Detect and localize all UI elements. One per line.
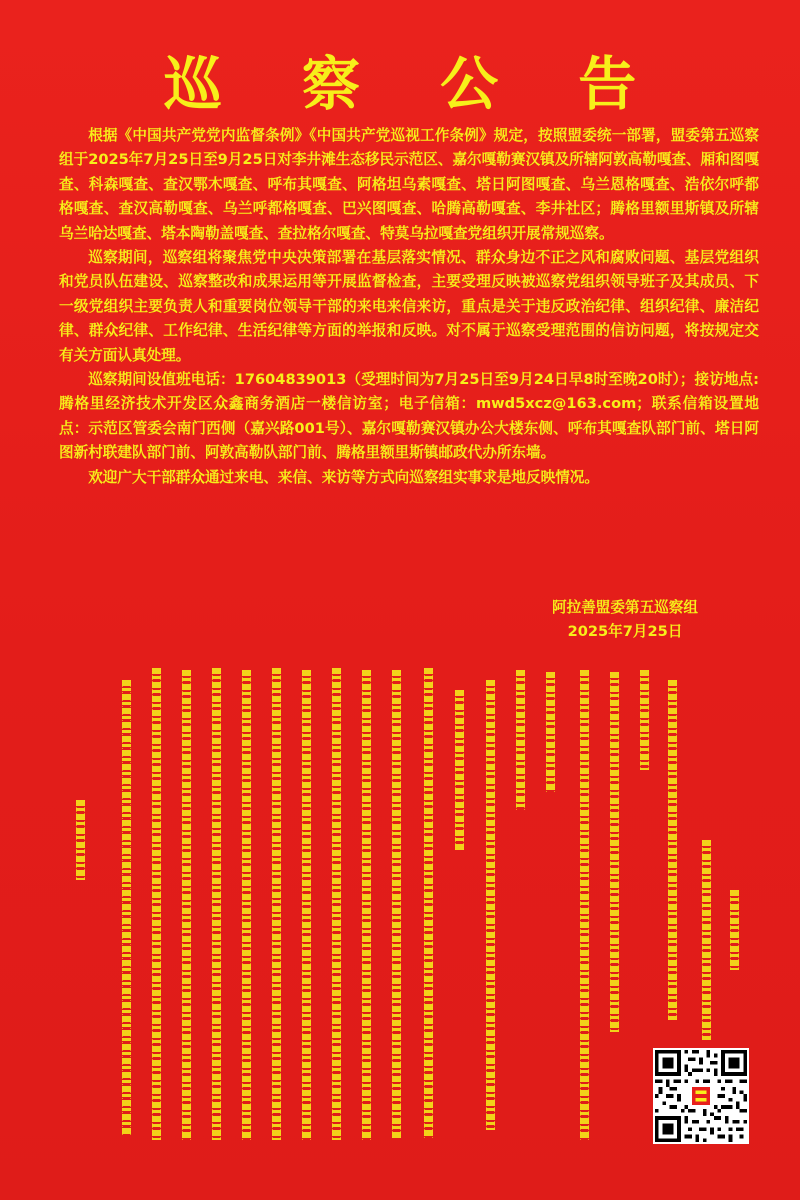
mongolian-text-column: [302, 670, 311, 1140]
mongolian-text-column: [546, 672, 555, 792]
mongolian-text-column: [668, 680, 677, 1020]
mongolian-text-column: [455, 690, 464, 850]
mongolian-text-column: [424, 668, 433, 1138]
mongolian-text-column: [640, 670, 649, 770]
paragraph-scope: 巡察期间，巡察组将聚焦党中央决策部署在基层落实情况、群众身边不正之风和腐败问题、基层党组织和党员队伍建设、巡察整改和成果运用等开展监督检查，主要受理反映被巡察党组织领导班子及其成员、下一级党组织主要负责人和重要岗位领导干部的来电来信来访，重点是关于违反政治纪律、组织纪律、廉洁纪律、群众纪律、工作纪律、生活纪律等方面的举报和反映。对不属于巡察受理范围的信访问题，将按规定交有关方面认真处理。: [59, 249, 759, 364]
mongolian-text-column: [362, 670, 371, 1140]
paragraph-welcome: 欢迎广大干部群众通过来电、来信、来访等方式向巡察组实事求是地反映情况。: [88, 468, 599, 486]
mongolian-text-column: [152, 668, 161, 1140]
mongolian-text-column: [332, 668, 341, 1140]
qr-code: [653, 1048, 749, 1144]
mongolian-text-column: [182, 670, 191, 1140]
mongolian-text-column: [610, 672, 619, 1032]
mongolian-text-column: [486, 680, 495, 1130]
mongolian-text-column: [122, 680, 131, 1135]
mongolian-text-column: [392, 670, 401, 1138]
mongolian-text-column: [212, 668, 221, 1140]
mongolian-text-column: [242, 670, 251, 1140]
signature-block: [510, 596, 740, 644]
paragraph-contact: 巡察期间设值班电话：17604839013（受理时间为7月25日至9月24日早8时至晚20时）；接访地点:腾格里经济技术开发区众鑫商务酒店一楼信访室；电子信箱：mwd5xcz@163.com；联系信箱设置地点：示范区管委会南门西侧（嘉兴路001号）、嘉尔嘎勒赛汉镇办公大楼东侧、呼布其嘎查队部门前、塔日阿图新村联建队部门前、阿敦高勒队部门前、腾格里额里斯镇邮政代办所东墙。: [59, 371, 759, 462]
mongolian-title-column: [76, 800, 85, 880]
mongolian-text-column: [702, 840, 711, 1040]
notice-title: 巡 察 公 告: [163, 50, 667, 118]
mongolian-text-column: [516, 670, 525, 810]
mongolian-text-column: [272, 668, 281, 1140]
paragraph-basis: 根据《中国共产党党内监督条例》《中国共产党巡视工作条例》规定，按照盟委统一部署，盟委第五巡察组于2025年7月25日至9月25日对李井滩生态移民示范区、嘉尔嘎勒赛汉镇及所辖阿敦高勒嘎查、厢和图嘎查、科森嘎查、查汉鄂木嘎查、呼布其嘎查、阿格坦乌素嘎查、塔日阿图嘎查、乌兰恩格嘎查、浩依尔呼都格嘎查、查汉高勒嘎查、乌兰呼都格嘎查、巴兴图嘎查、哈腾高勒嘎查、李井社区；腾格里额里斯镇及所辖乌兰哈达嘎查、塔本陶勒盖嘎查、查拉格尔嘎查、特莫乌拉嘎查党组织开展常规巡察。: [59, 127, 759, 242]
signature-organization: 阿拉善盟委第五巡察组: [552, 599, 698, 616]
mongolian-text-column: [580, 670, 589, 1140]
mongolian-script-block: [70, 660, 750, 1160]
notice-body: [59, 124, 759, 490]
qr-code-icon: [655, 1050, 747, 1142]
signature-date: 2025年7月25日: [567, 623, 683, 640]
mongolian-date-column: [730, 890, 739, 970]
